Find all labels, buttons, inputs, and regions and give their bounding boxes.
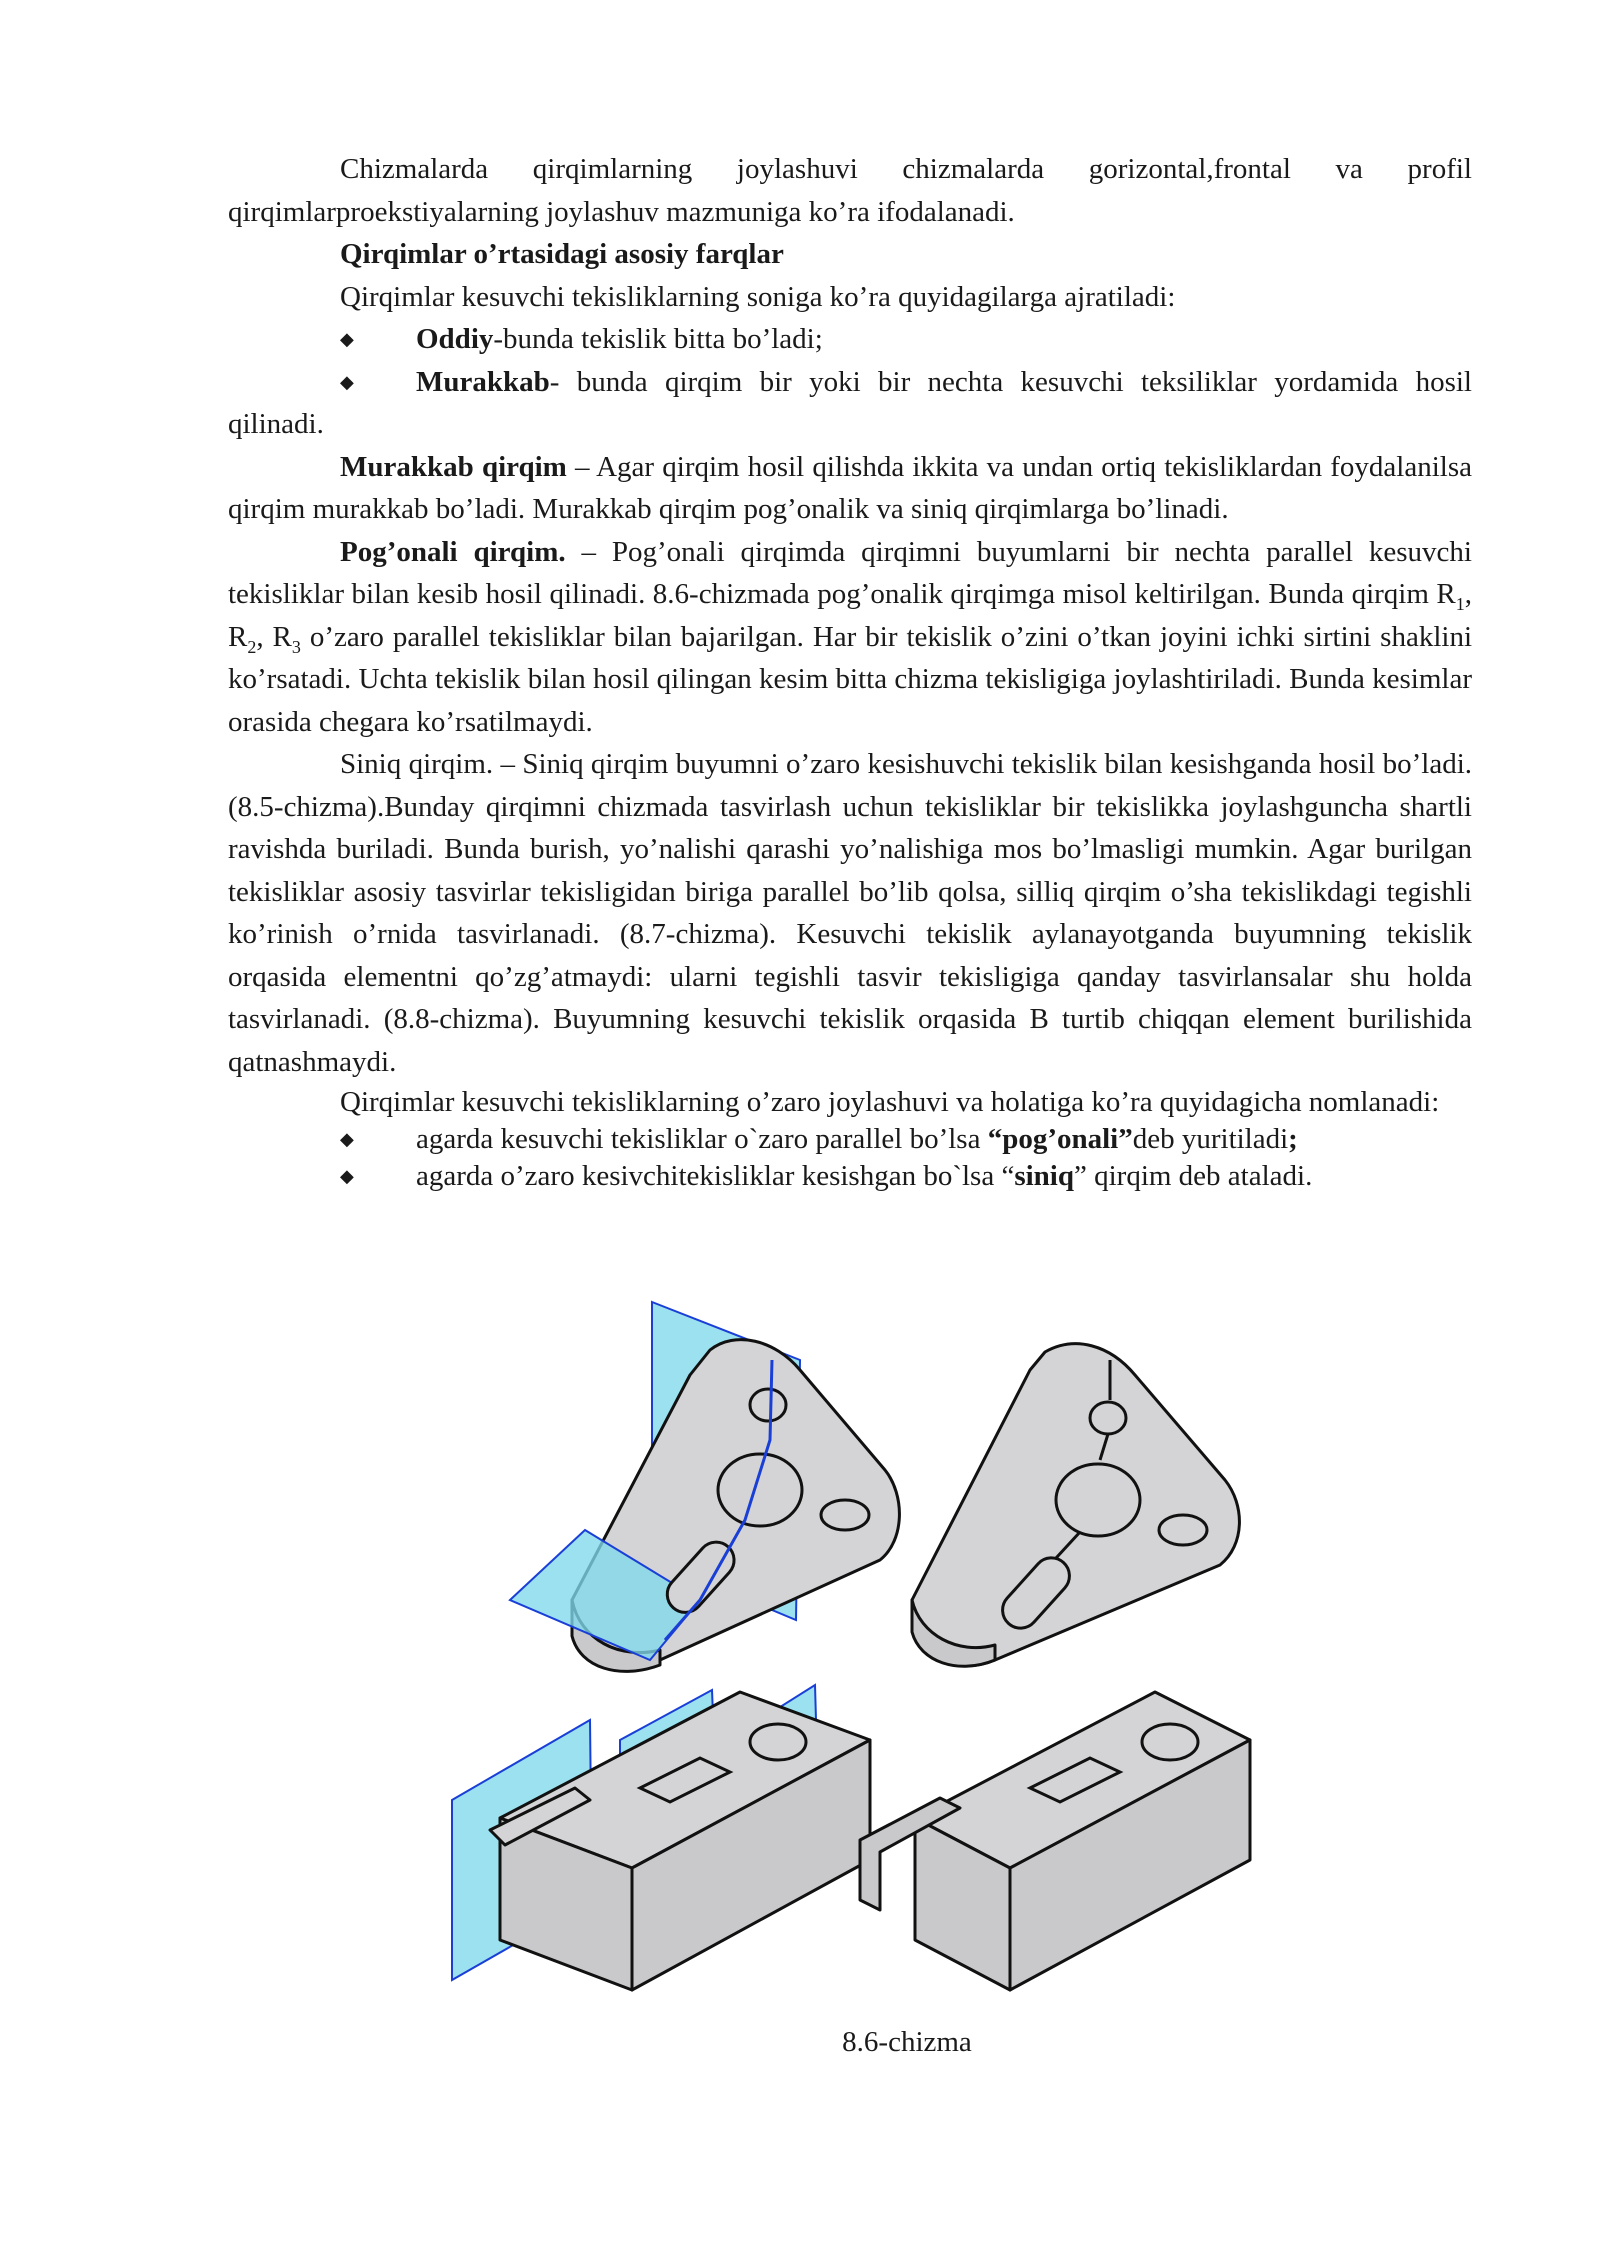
list-item-text: agarda o’zaro kesivchitekisliklar kesishgan bo`lsa “ [416,1160,1015,1192]
side-hole [1159,1515,1207,1545]
subscript: 1 [1455,593,1465,614]
list-item [228,361,1472,446]
figure-8-6 [440,1296,1260,2008]
bullet-icon: ◆ [340,1129,354,1149]
block-part-sectioned [860,1692,1250,1990]
term-murakkab-qirqim: Murakkab qirqim [340,450,567,483]
block-hole [1142,1724,1198,1760]
center-hole [1056,1464,1140,1536]
list-item-text: ” qirqim deb ataladi. [1073,1160,1313,1192]
term-pogonali-qirqim: Pog’onali qirqim. [340,535,566,568]
triangular-part-with-planes [510,1302,899,1671]
term-murakkab: Murakkab [416,365,550,398]
section-heading: Qirqimlar o’rtasidagi asosiy farqlar [340,238,784,270]
list-item [228,1158,1472,1195]
bullet-icon: ◆ [340,329,354,349]
bullet-icon: ◆ [340,1166,354,1186]
triangular-part-sectioned [912,1344,1239,1667]
figure-caption: 8.6-chizma [842,2026,972,2058]
small-hole [1090,1402,1126,1434]
list-item [228,318,1472,361]
list-item-text: deb yuritiladi [1132,1123,1289,1155]
paragraph-intro: Chizmalarda qirqimlarning joylashuvi chizmalarda gorizontal,frontal va profil qirqimlarproekstiyalarning joylashuv mazmuniga ko’ra ifodalanadi. [228,153,1472,228]
term-siniq: siniq [1014,1160,1074,1192]
term-oddiy: Oddiy [416,323,494,355]
paragraph-text: – Agar qirqim hosil qilishda ikkita va undan ortiq tekisliklardan foydalanilsa qirqim murakkab bo’ladi. Murakkab qirqim pog’onalik va siniq qirqimlarga bo’linadi. [228,450,1472,525]
paragraph-naming: Qirqimlar kesuvchi tekisliklarning o’zaro joylashuvi va holatiga ko’ra quyidagicha nomlanadi: [340,1086,1440,1118]
list-item-punctuation: ; [1288,1123,1298,1155]
list-item-text: agarda kesuvchi tekisliklar o`zaro parallel bo’lsa [416,1123,988,1155]
paragraph-text: , R [228,578,1472,653]
small-hole [750,1389,786,1421]
bullet-icon: ◆ [340,371,354,392]
paragraph-murakkab-qirqim [228,446,1472,531]
subscript: 3 [291,636,301,657]
block-part-with-planes [452,1685,870,1990]
list-item-text: - bunda qirqim bir yoki bir nechta kesuvchi teksiliklar yordamida hosil qilinadi. [228,365,1472,440]
paragraph-text: , R [256,620,292,653]
center-hole [718,1454,802,1526]
term-pogonali: “pog’onali” [987,1123,1133,1155]
document-body [228,148,1472,1195]
block-hole [750,1724,806,1760]
paragraph-pogonali-qirqim [228,531,1472,744]
subscript: 2 [247,636,257,657]
paragraph-text: – Pog’onali qirqimda qirqimni buyumlarni bir nechta parallel kesuvchi tekisliklar bilan kesib hosil qilinadi. 8.6-chizmada pog’onalik qirqimga misol keltirilgan. Bunda qirqim R [228,535,1472,610]
list-item [228,1121,1472,1158]
paragraph-siniq-qirqim: Siniq qirqim. – Siniq qirqim buyumni o’zaro kesishuvchi tekislik bilan kesishganda hosil bo’ladi. (8.5-chizma).Bunday qirqimni chizmada tasvirlash uchun tekisliklar bir tekislikka joylashguncha shartli ravishda buriladi. Bunda burish, yo’nalishi qarashi yo’nalishiga mos bo’lmasligi mumkin. Agar burilgan tekisliklar asosiy tasvirlar tekisligidan biriga parallel bo’lib qolsa, silliq qirqim o’sha tekislikdagi tegishli ko’rinish o’rnida tasvirlanadi. (8.7-chizma). Kesuvchi tekislik aylanayotganda buyumning tekislik orqasida elementni qo’zg’atmaydi: ularni tegishli tasvir tekisligiga qanday tasvirlansalar shu holda tasvirlanadi. (8.8-chizma). Buyumning kesuvchi tekislik orqasida B turtib chiqqan element burilishida qatnashmaydi. [228,748,1472,1078]
list-item-text: -bunda tekislik bitta bo’ladi; [493,323,823,355]
paragraph-classification: Qirqimlar kesuvchi tekisliklarning soniga ko’ra quyidagilarga ajratiladi: [340,280,1176,313]
side-hole [821,1500,869,1530]
paragraph-text: o’zaro parallel tekisliklar bilan bajarilgan. Har bir tekislik o’zini o’tkan joyini ichki sirtini shaklini ko’rsatadi. Uchta tekislik bilan hosil qilingan kesim bitta chizma tekisligiga joylashtiriladi. Bunda kesimlar orasida chegara ko’rsatilmaydi. [228,620,1472,738]
